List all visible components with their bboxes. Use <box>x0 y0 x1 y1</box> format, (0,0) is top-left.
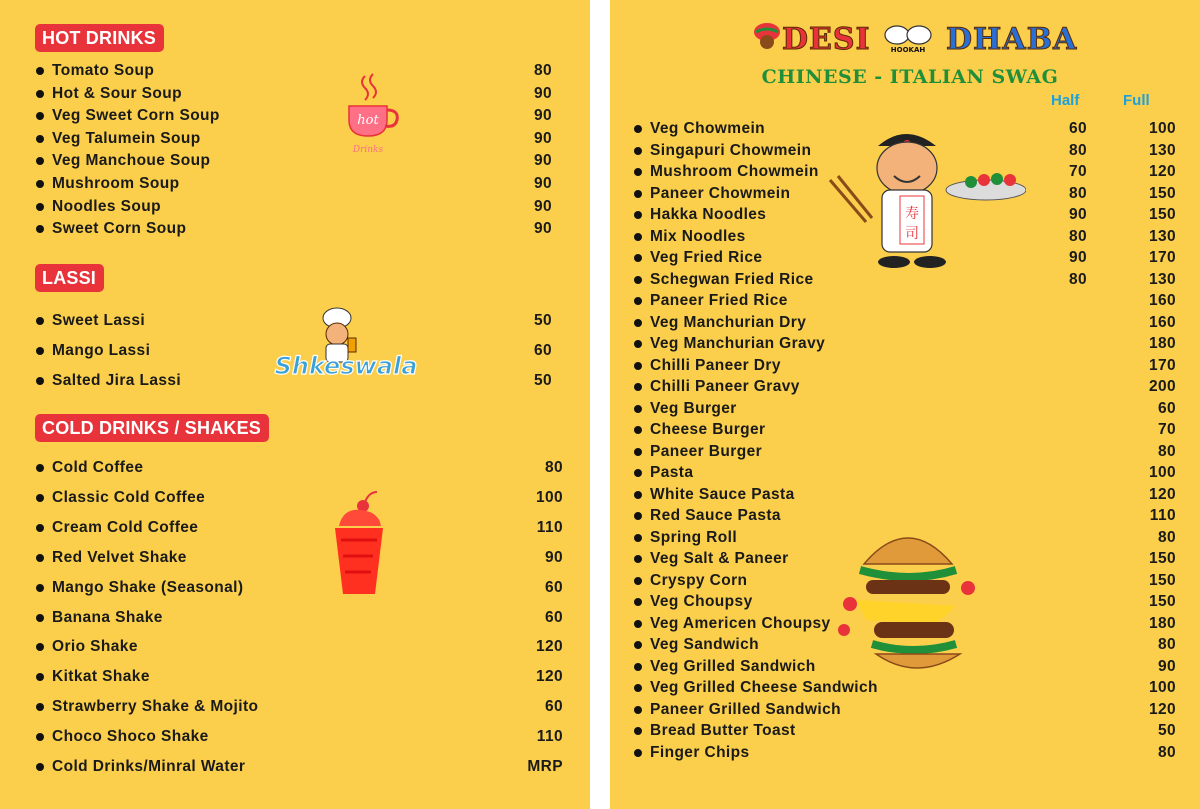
bullet-icon <box>36 225 44 233</box>
bullet-icon <box>36 763 44 771</box>
menu-item-full-price: 130 <box>1148 227 1176 245</box>
menu-item-full-price: 50 <box>1157 722 1176 739</box>
bullet-icon <box>36 733 44 741</box>
bullet-icon <box>36 67 44 75</box>
menu-item-row <box>36 579 563 599</box>
menu-item-name: Veg Grilled Sandwich <box>650 657 816 675</box>
bullet-icon <box>634 233 642 241</box>
menu-item-name: Veg Salt & Paneer <box>650 550 789 567</box>
menu-item-name: Veg Talumein Soup <box>52 129 201 147</box>
bullet-icon <box>36 135 44 143</box>
menu-item-name: Paneer Burger <box>650 442 763 460</box>
menu-item-name: Veg Choupsy <box>650 593 753 610</box>
menu-item-price: 60 <box>544 608 563 626</box>
menu-item-name: Bread Butter Toast <box>650 722 796 739</box>
bullet-icon <box>634 684 642 692</box>
menu-item-name: Kitkat Shake <box>52 668 150 686</box>
menu-item-row <box>634 292 1176 312</box>
menu-item-name: Chilli Paneer Gravy <box>650 378 800 395</box>
menu-item-name: Cream Cold Coffee <box>52 518 199 536</box>
menu-item-full-price: 160 <box>1148 292 1176 309</box>
menu-item-name: Cryspy Corn <box>650 571 748 589</box>
menu-item-price: MRP <box>527 758 563 775</box>
hookah-badge <box>880 24 936 54</box>
menu-item-row <box>634 421 1176 441</box>
menu-item-full-price: 80 <box>1157 442 1176 460</box>
menu-item-half-price: 80 <box>1068 270 1087 288</box>
menu-item-name: Cheese Burger <box>650 421 766 438</box>
svg-text:寿: 寿 <box>905 206 919 222</box>
bullet-icon <box>634 211 642 219</box>
bullet-icon <box>36 643 44 651</box>
menu-item-price: 120 <box>535 638 563 656</box>
menu-item-row <box>36 758 563 778</box>
menu-item-row <box>36 198 552 218</box>
menu-item-name: Veg Burger <box>650 399 737 417</box>
menu-item-price: 60 <box>533 342 552 359</box>
menu-item-price: 50 <box>533 312 552 329</box>
svg-text:Shkeswala: Shkeswala <box>274 352 418 380</box>
chinese-chef-illustration <box>826 122 1026 272</box>
menu-item-name: Choco Shoco Shake <box>52 728 209 746</box>
svg-text:HOOKAH: HOOKAH <box>890 46 926 54</box>
menu-item-half-price: 90 <box>1068 206 1087 223</box>
menu-item-price: 90 <box>533 152 552 170</box>
bullet-icon <box>36 180 44 188</box>
ice-cream-icon <box>331 490 387 598</box>
bullet-icon <box>634 125 642 133</box>
bullet-icon <box>634 469 642 477</box>
bullet-icon <box>36 614 44 622</box>
menu-item-name: Paneer Fried Rice <box>650 292 788 309</box>
cold-drinks-heading: COLD DRINKS / SHAKES <box>35 414 269 442</box>
menu-item-price: 110 <box>536 518 563 536</box>
menu-item-row <box>634 378 1176 398</box>
bullet-icon <box>634 448 642 456</box>
menu-item-row <box>36 728 563 748</box>
bullet-icon <box>634 340 642 348</box>
bullet-icon <box>36 347 44 355</box>
menu-item-row <box>36 609 563 629</box>
bullet-icon <box>36 203 44 211</box>
menu-item-row <box>36 489 563 509</box>
menu-item-full-price: 90 <box>1157 657 1176 675</box>
menu-item-half-price: 90 <box>1068 249 1087 266</box>
bullet-icon <box>634 598 642 606</box>
bullet-icon <box>634 168 642 176</box>
bullet-icon <box>634 362 642 370</box>
menu-item-name: Schegwan Fried Rice <box>650 270 814 288</box>
menu-item-row <box>634 443 1176 463</box>
bullet-icon <box>634 641 642 649</box>
menu-item-row <box>36 107 552 127</box>
half-column-header: Half <box>1051 92 1080 109</box>
menu-item-name: Veg Manchoue Soup <box>52 152 211 170</box>
menu-item-name: Mango Lassi <box>52 342 151 359</box>
bullet-icon <box>634 749 642 757</box>
menu-item-row <box>634 314 1176 334</box>
menu-subtitle: CHINESE - ITALIAN SWAG <box>761 66 1059 88</box>
bullet-icon <box>634 620 642 628</box>
menu-item-row <box>36 85 552 105</box>
left-menu-page <box>0 0 590 809</box>
menu-item-price: 90 <box>533 107 552 125</box>
menu-item-name: Hakka Noodles <box>650 206 767 223</box>
bullet-icon <box>36 703 44 711</box>
bullet-icon <box>634 254 642 262</box>
menu-item-full-price: 170 <box>1148 249 1176 266</box>
menu-item-half-price: 60 <box>1068 120 1087 137</box>
menu-item-full-price: 180 <box>1148 335 1176 352</box>
menu-item-name: Pasta <box>650 464 694 481</box>
bullet-icon <box>634 534 642 542</box>
menu-item-name: Veg Americen Choupsy <box>650 614 831 632</box>
menu-item-full-price: 150 <box>1148 184 1176 202</box>
bullet-icon <box>634 491 642 499</box>
menu-item-row <box>634 464 1176 484</box>
bullet-icon <box>634 190 642 198</box>
turban-icon <box>752 22 782 50</box>
menu-item-name: Salted Jira Lassi <box>52 372 182 389</box>
hot-drinks-heading: HOT DRINKS <box>35 24 164 52</box>
menu-item-price: 80 <box>544 459 563 476</box>
bullet-icon <box>634 512 642 520</box>
menu-item-name: Finger Chips <box>650 743 750 761</box>
menu-item-full-price: 120 <box>1148 163 1176 180</box>
menu-item-full-price: 130 <box>1148 141 1176 159</box>
menu-item-name: Sweet Corn Soup <box>52 220 187 238</box>
menu-item-price: 90 <box>533 129 552 147</box>
menu-item-full-price: 100 <box>1148 679 1176 696</box>
shakeswala-logo <box>272 302 422 386</box>
menu-item-name: Veg Sweet Corn Soup <box>52 107 220 125</box>
bullet-icon <box>634 727 642 735</box>
menu-item-full-price: 200 <box>1148 378 1176 395</box>
lassi-heading: LASSI <box>35 264 104 292</box>
menu-item-name: White Sauce Pasta <box>650 485 795 503</box>
menu-item-full-price: 110 <box>1149 507 1176 524</box>
menu-item-name: Paneer Chowmein <box>650 184 791 202</box>
menu-item-price: 110 <box>536 728 563 746</box>
menu-item-full-price: 100 <box>1148 120 1176 137</box>
menu-item-name: Banana Shake <box>52 608 163 626</box>
menu-item-full-price: 70 <box>1157 421 1176 438</box>
menu-item-full-price: 170 <box>1148 356 1176 374</box>
bullet-icon <box>634 276 642 284</box>
menu-item-name: Hot & Sour Soup <box>52 84 182 102</box>
menu-item-name: Orio Shake <box>52 638 138 656</box>
menu-item-price: 60 <box>544 578 563 596</box>
menu-item-name: Veg Manchurian Dry <box>650 313 807 331</box>
bullet-icon <box>634 577 642 585</box>
menu-item-name: Noodles Soup <box>52 197 161 215</box>
menu-item-name: Veg Manchurian Gravy <box>650 335 826 352</box>
menu-item-price: 90 <box>544 548 563 566</box>
menu-item-name: Strawberry Shake & Mojito <box>52 698 259 716</box>
menu-item-name: Spring Roll <box>650 528 738 546</box>
bullet-icon <box>634 555 642 563</box>
bullet-icon <box>36 90 44 98</box>
menu-item-name: Cold Drinks/Minral Water <box>52 758 246 775</box>
menu-item-price: 80 <box>533 62 552 79</box>
bullet-icon <box>36 377 44 385</box>
menu-item-row <box>634 722 1176 742</box>
menu-item-price: 90 <box>533 84 552 102</box>
menu-item-name: Classic Cold Coffee <box>52 488 206 506</box>
menu-item-name: Tomato Soup <box>52 62 155 79</box>
burger-illustration <box>836 518 986 688</box>
menu-item-full-price: 150 <box>1148 593 1176 610</box>
menu-item-row <box>634 701 1176 721</box>
menu-item-price: 90 <box>533 220 552 238</box>
bullet-icon <box>634 147 642 155</box>
menu-item-name: Veg Grilled Cheese Sandwich <box>650 679 878 696</box>
bullet-icon <box>36 494 44 502</box>
menu-item-row <box>634 357 1176 377</box>
svg-text:司: 司 <box>905 226 919 242</box>
menu-item-full-price: 150 <box>1148 206 1176 223</box>
menu-item-name: Red Sauce Pasta <box>650 507 781 524</box>
menu-item-name: Singapuri Chowmein <box>650 141 812 159</box>
menu-item-name: Mango Shake (Seasonal) <box>52 578 244 596</box>
menu-item-full-price: 130 <box>1148 270 1176 288</box>
bullet-icon <box>634 383 642 391</box>
menu-item-full-price: 100 <box>1148 464 1176 481</box>
menu-item-name: Mix Noodles <box>650 227 746 245</box>
bullet-icon <box>634 706 642 714</box>
menu-item-row <box>36 638 563 658</box>
menu-item-name: Red Velvet Shake <box>52 548 187 566</box>
bullet-icon <box>36 554 44 562</box>
menu-item-name: Cold Coffee <box>52 459 144 476</box>
menu-item-name: Sweet Lassi <box>52 312 146 329</box>
menu-item-price: 90 <box>533 175 552 192</box>
menu-item-price: 90 <box>533 197 552 215</box>
menu-item-row <box>36 698 563 718</box>
bullet-icon <box>36 464 44 472</box>
menu-item-full-price: 80 <box>1157 528 1176 546</box>
menu-item-name: Mushroom Chowmein <box>650 163 819 180</box>
menu-item-name: Mushroom Soup <box>52 175 180 192</box>
menu-item-row <box>634 486 1176 506</box>
bullet-icon <box>36 584 44 592</box>
menu-item-row <box>634 335 1176 355</box>
menu-item-half-price: 80 <box>1068 184 1087 202</box>
menu-item-row <box>36 519 563 539</box>
menu-item-row <box>634 271 1176 291</box>
menu-item-row <box>634 400 1176 420</box>
bullet-icon <box>634 426 642 434</box>
menu-item-name: Paneer Grilled Sandwich <box>650 700 841 718</box>
bullet-icon <box>634 297 642 305</box>
menu-item-full-price: 150 <box>1148 571 1176 589</box>
bullet-icon <box>634 319 642 327</box>
bullet-icon <box>36 673 44 681</box>
menu-item-full-price: 120 <box>1148 485 1176 503</box>
bullet-icon <box>36 524 44 532</box>
svg-text:Drinks: Drinks <box>352 145 384 155</box>
desi-dhaba-logo: DESI HOOKAH DHABA <box>796 22 1106 54</box>
menu-item-row <box>36 668 563 688</box>
menu-item-full-price: 180 <box>1148 614 1176 632</box>
menu-item-name: Veg Sandwich <box>650 636 760 653</box>
menu-item-full-price: 120 <box>1148 700 1176 718</box>
menu-item-row <box>36 152 552 172</box>
menu-item-half-price: 80 <box>1068 141 1087 159</box>
menu-item-price: 100 <box>535 488 563 506</box>
menu-item-full-price: 60 <box>1157 399 1176 417</box>
menu-item-row <box>36 175 552 195</box>
menu-item-row <box>36 62 552 82</box>
menu-item-price: 120 <box>535 668 563 686</box>
hot-cup-icon <box>343 72 403 158</box>
menu-item-full-price: 80 <box>1157 636 1176 653</box>
menu-item-price: 60 <box>544 698 563 716</box>
menu-item-full-price: 160 <box>1148 313 1176 331</box>
bullet-icon <box>36 157 44 165</box>
bullet-icon <box>36 317 44 325</box>
menu-item-price: 50 <box>533 372 552 389</box>
bullet-icon <box>634 663 642 671</box>
svg-text:hot: hot <box>357 113 379 128</box>
menu-item-half-price: 70 <box>1068 163 1087 180</box>
menu-item-row <box>36 220 552 240</box>
menu-item-half-price: 80 <box>1068 227 1087 245</box>
menu-item-row <box>36 549 563 569</box>
menu-item-name: Veg Fried Rice <box>650 249 763 266</box>
menu-item-row <box>36 459 563 479</box>
menu-item-name: Veg Chowmein <box>650 120 766 137</box>
menu-item-row <box>634 744 1176 764</box>
menu-item-row <box>36 130 552 150</box>
right-menu-page <box>610 0 1200 809</box>
menu-item-full-price: 150 <box>1148 550 1176 567</box>
menu-item-name: Chilli Paneer Dry <box>650 356 781 374</box>
bullet-icon <box>36 112 44 120</box>
bullet-icon <box>634 405 642 413</box>
menu-item-full-price: 80 <box>1157 743 1176 761</box>
full-column-header: Full <box>1123 92 1150 109</box>
